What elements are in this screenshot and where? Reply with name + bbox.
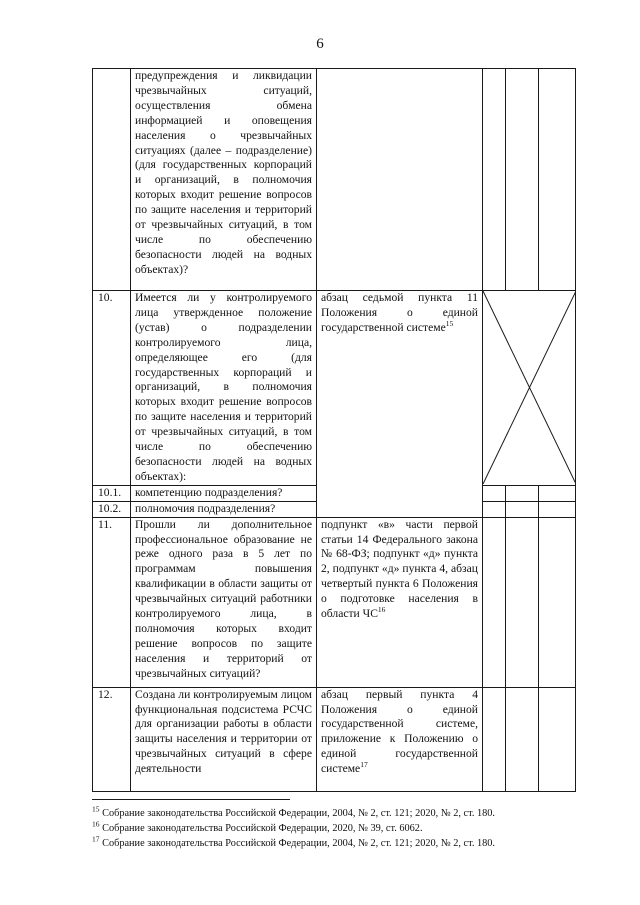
footnote-mark: 17 [92,834,100,844]
reference-text: абзац седьмой пункта 11 Положения о единой государственной системе [321,291,478,334]
reference-cell [317,69,483,291]
reference-text: подпункт «в» части первой статьи 14 Федерального закона № 68-ФЗ; подпункт «д» пункта 2, подпункт «д» пункта 4, абзац четвертый пункта 6 Положения о подготовке населения в области ЧС [321,517,478,621]
footnote-16 [92,821,592,836]
footnote-text: Собрание законодательства Российской Федерации, 2020, № 39, ст. 6062. [99,823,423,834]
crossed-out-answer-cells [483,291,576,486]
answer-na-cell [539,501,576,517]
answer-yes-cell [483,485,506,501]
question-cell: Имеется ли у контролируемого лица утвержденное положение (устав) о подразделении контролируемого лица, определяющее его (для государственных корпораций и организаций, в полномочия которых входит решение вопросов по защите населения и территорий от чрезвычайных ситуаций, в том числе по обеспечению безопасности людей на водных объектах): [131,291,317,486]
answer-na-cell [539,517,576,687]
table-row [93,69,576,291]
answer-na-cell [539,69,576,291]
answer-no-cell [506,69,539,291]
answer-na-cell [539,485,576,501]
row-number [93,69,131,291]
table-row [93,291,576,486]
footnotes [92,806,592,851]
checklist-table-wrapper [92,68,576,792]
table-row [93,687,576,791]
answer-no-cell [506,517,539,687]
question-cell: предупреждения и ликвидации чрезвычайных ситуаций, осуществления обмена информацией и оповещения населения о чрезвычайных ситуациях (далее – подразделение) (для государственных корпораций и организаций, в полномочия которых входит решение вопросов по защите населения и территорий от чрезвычайных ситуаций, в том числе по обеспечению безопасности людей на водных объектах)? [131,69,317,291]
row-number: 10. [93,291,131,486]
answer-yes-cell [483,687,506,791]
footnote-ref-15: 15 [445,318,454,328]
footnote-15 [92,806,592,821]
footnote-mark: 15 [92,804,100,814]
answer-yes-cell [483,69,506,291]
cross-out-mark [483,291,576,484]
question-cell: Создана ли контролируемым лицом функциональная подсистема РСЧС для организации работы в области защиты населения и территории от чрезвычайных ситуаций в сфере деятельности [131,687,317,791]
row-number: 10.2. [93,501,131,517]
footnote-mark: 16 [92,819,100,829]
checklist-table [92,68,576,792]
question-cell: полномочия подразделения? [131,501,317,517]
reference-text: абзац первый пункта 4 Положения о единой государственной системе, приложение к Положению о единой государственной системе [321,687,478,776]
footnote-text: Собрание законодательства Российской Федерации, 2004, № 2, ст. 121; 2020, № 2, ст. 180. [99,838,495,849]
table-row [93,517,576,687]
answer-yes-cell [483,517,506,687]
answer-yes-cell [483,501,506,517]
reference-cell [317,291,483,518]
question-cell: Прошли ли дополнительное профессиональное образование не реже одного раза в 5 лет по программам повышения квалификации в области защиты от чрезвычайных ситуаций работники контролируемого лица, в полномочия которых входит решение вопросов по защите населения и территорий от чрезвычайных ситуаций? [131,517,317,687]
row-number: 10.1. [93,485,131,501]
answer-na-cell [539,687,576,791]
footnote-separator [92,799,290,800]
footnote-text: Собрание законодательства Российской Федерации, 2004, № 2, ст. 121; 2020, № 2, ст. 180. [99,808,495,819]
reference-cell [317,687,483,791]
footnote-17 [92,836,592,851]
reference-cell [317,517,483,687]
answer-no-cell [506,485,539,501]
footnote-ref-17: 17 [360,760,368,770]
row-number: 11. [93,517,131,687]
page-number: 6 [316,36,324,52]
footnote-ref-16: 16 [377,605,386,615]
question-cell: компетенцию подразделения? [131,485,317,501]
row-number: 12. [93,687,131,791]
answer-no-cell [506,501,539,517]
answer-no-cell [506,687,539,791]
